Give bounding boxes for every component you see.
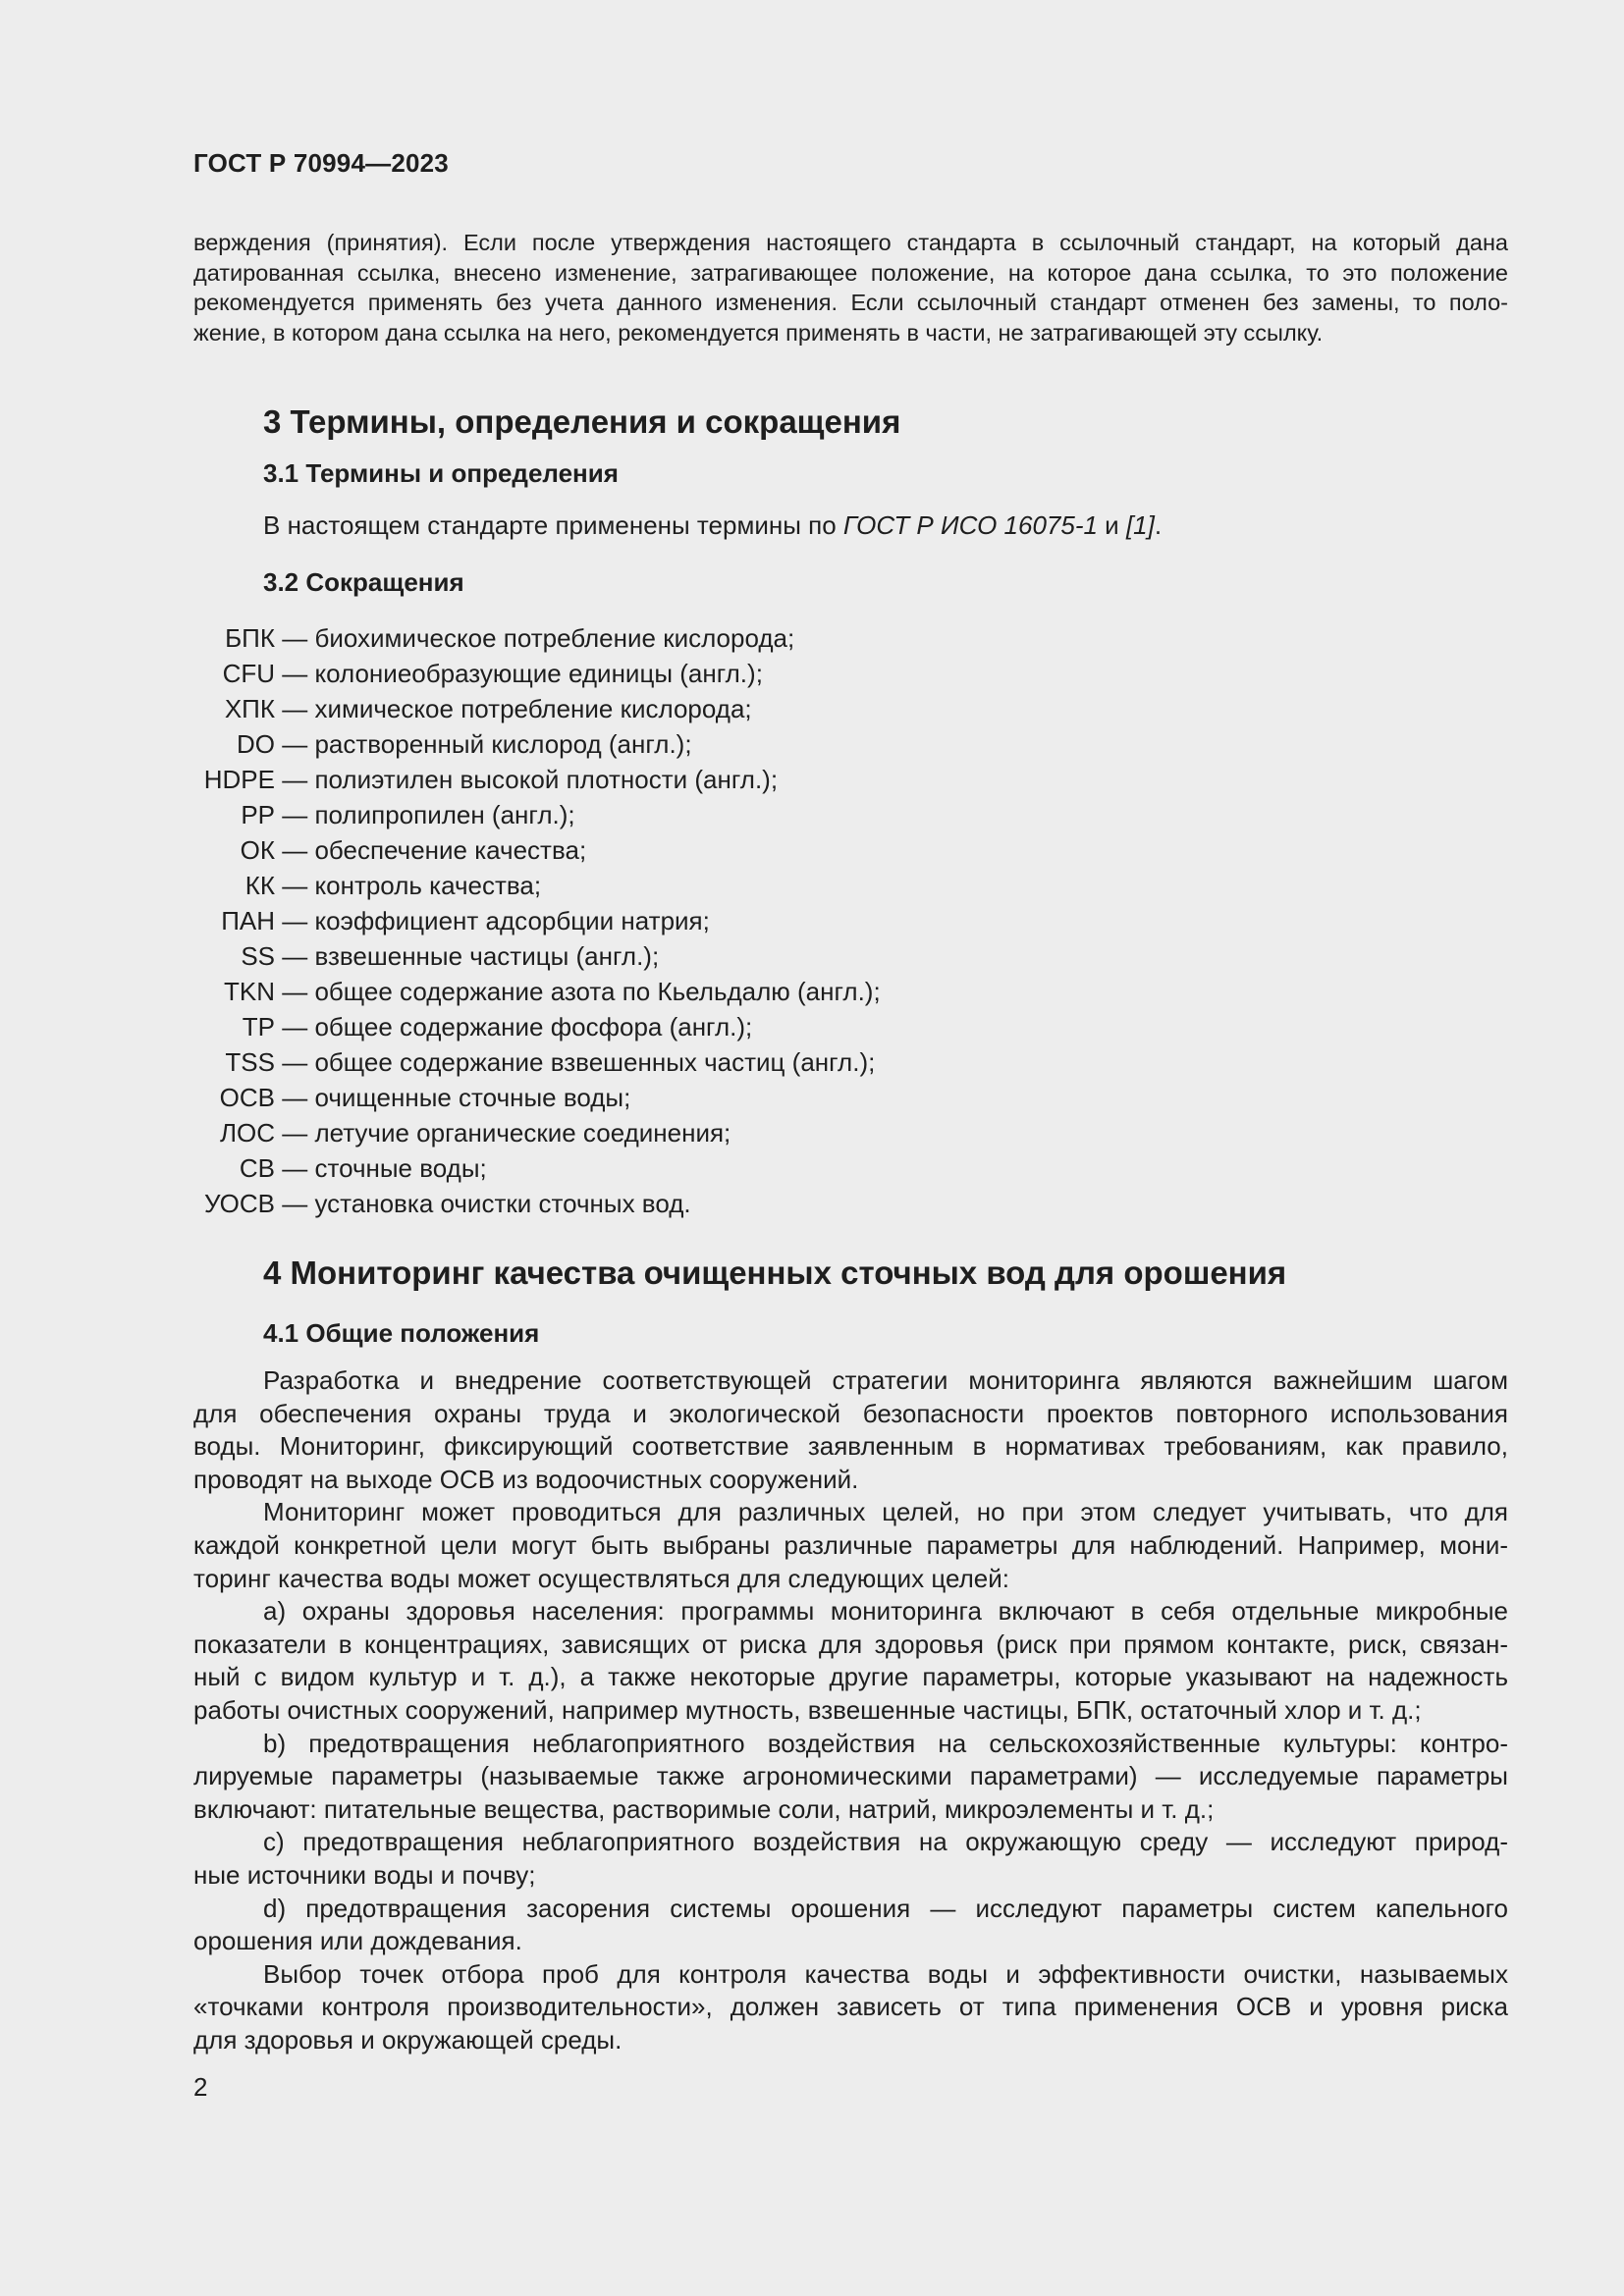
text-line: включают: питательные вещества, растворимые соли, натрий, микроэлементы и т. д.; — [193, 1793, 1215, 1824]
subsection-3-2-heading: 3.2 Сокращения — [263, 567, 464, 597]
em-dash: — — [275, 694, 315, 723]
abbreviation-definition: обеспечение качества; — [314, 835, 587, 865]
em-dash: — — [275, 1189, 315, 1218]
text-line: для обеспечения охраны труда и экологической безопасности проектов повторного использования — [193, 1398, 1508, 1428]
abbreviation-definition: летучие органические соединения; — [314, 1118, 731, 1148]
abbreviation-definition: общее содержание взвешенных частиц (англ.); — [314, 1047, 876, 1077]
em-dash: — — [275, 1153, 315, 1183]
abbreviation-row — [147, 938, 881, 974]
terms-text: В настоящем стандарте применены термины по — [263, 510, 843, 540]
abbreviation-term: SS — [241, 941, 275, 971]
abbreviation-definition: сточные воды; — [314, 1153, 487, 1183]
text-line: c) предотвращения неблагоприятного воздействия на окружающую среду — исследуют природ- — [263, 1827, 1508, 1857]
terms-text-joiner: и — [1097, 510, 1126, 540]
abbreviation-term: КК — [244, 871, 275, 900]
em-dash: — — [275, 800, 315, 829]
em-dash: — — [275, 1083, 315, 1112]
text-line: ный с видом культур и т. д.), а также некоторые другие параметры, которые указывают на надежность — [193, 1662, 1508, 1692]
text-line: торинг качества воды может осуществляться для следующих целей: — [193, 1563, 1009, 1593]
text-line: ные источники воды и почву; — [193, 1859, 536, 1890]
abbreviation-definition: биохимическое потребление кислорода; — [314, 623, 795, 653]
text-line: b) предотвращения неблагоприятного воздействия на сельскохозяйственные культуры: контро- — [263, 1728, 1508, 1758]
text-line: верждения (принятия). Если после утверждения настоящего стандарта в ссылочный стандарт, на который дана — [193, 230, 1508, 255]
abbreviation-term: УОСВ — [204, 1189, 275, 1218]
abbreviation-term: CFU — [222, 659, 275, 688]
em-dash: — — [275, 871, 315, 900]
abbreviation-definition: химическое потребление кислорода; — [314, 694, 752, 723]
abbreviation-term: ОК — [240, 835, 275, 865]
abbreviation-row — [147, 974, 881, 1009]
text-line: Выбор точек отбора проб для контроля качества воды и эффективности очистки, называемых — [263, 1958, 1508, 1989]
em-dash: — — [275, 906, 315, 935]
abbreviation-definition: общее содержание фосфора (англ.); — [314, 1012, 753, 1041]
section-4-1-body — [193, 1364, 1508, 2056]
abbreviation-row — [147, 1009, 881, 1044]
abbreviation-row — [147, 832, 881, 868]
abbreviation-term: ПАН — [221, 906, 275, 935]
abbreviation-term: ОСВ — [219, 1083, 275, 1112]
abbreviation-row — [147, 620, 881, 656]
text-line: жение, в котором дана ссылка на него, рекомендуется применять в части, не затрагивающей эту ссылку. — [193, 319, 1324, 346]
abbreviation-definition: общее содержание азота по Кьельдалю (англ.); — [314, 977, 881, 1006]
abbreviation-term: TKN — [224, 977, 275, 1006]
terms-paragraph — [263, 510, 1162, 541]
text-line: работы очистных сооружений, например мутность, взвешенные частицы, БПК, остаточный хлор и т. д.; — [193, 1694, 1422, 1725]
abbreviation-term: TSS — [225, 1047, 275, 1077]
abbreviation-row — [147, 762, 881, 797]
abbreviation-definition: полиэтилен высокой плотности (англ.); — [314, 765, 779, 794]
text-line: показатели в концентрациях, зависящих от риска для здоровья (риск при прямом контакте, риск, связан- — [193, 1629, 1508, 1659]
abbreviation-definition: растворенный кислород (англ.); — [314, 729, 692, 759]
text-line: орошения или дождевания. — [193, 1926, 522, 1956]
abbreviation-row — [147, 1080, 881, 1115]
abbreviation-definition: очищенные сточные воды; — [314, 1083, 631, 1112]
em-dash: — — [275, 835, 315, 865]
abbreviation-row — [147, 691, 881, 726]
abbreviation-row — [147, 1044, 881, 1080]
abbreviation-definition: коэффициент адсорбции натрия; — [314, 906, 710, 935]
text-line: каждой конкретной цели могут быть выбраны различные параметры для наблюдений. Например, мони- — [193, 1529, 1508, 1560]
text-line: Разработка и внедрение соответствующей стратегии мониторинга являются важнейшим шагом — [263, 1365, 1508, 1395]
abbreviation-definition: полипропилен (англ.); — [314, 800, 575, 829]
text-line: воды. Мониторинг, фиксирующий соответствие заявленным в нормативах требованиям, как правило, — [193, 1431, 1508, 1462]
abbreviation-definition: колониеобразующие единицы (англ.); — [314, 659, 763, 688]
abbreviation-row — [147, 656, 881, 691]
abbreviation-term: HDPE — [203, 765, 275, 794]
text-line: «точками контроля производительности», должен зависеть от типа применения ОСВ и уровня риска — [193, 1992, 1508, 2022]
abbreviation-term: TP — [242, 1012, 275, 1041]
text-line: для здоровья и окружающей среды. — [193, 2024, 623, 2055]
em-dash: — — [275, 765, 315, 794]
abbreviation-row — [147, 1186, 881, 1221]
section-3-heading: 3 Термины, определения и сокращения — [263, 403, 901, 440]
em-dash: — — [275, 1012, 315, 1041]
text-line: d) предотвращения засорения системы орошения — исследуют параметры систем капельного — [263, 1893, 1508, 1923]
em-dash: — — [275, 1047, 315, 1077]
em-dash: — — [275, 623, 315, 653]
abbreviation-row — [147, 726, 881, 762]
text-line: лируемые параметры (называемые также агрономическими параметрами) — исследуемые параметры — [193, 1761, 1508, 1791]
page-number: 2 — [193, 2072, 208, 2102]
em-dash: — — [275, 1118, 315, 1148]
text-line: рекомендуется применять без учета данного изменения. Если ссылочный стандарт отменен без замены, то поло- — [193, 290, 1508, 315]
em-dash: — — [275, 659, 315, 688]
em-dash: — — [275, 941, 315, 971]
text-line: a) охраны здоровья населения: программы мониторинга включают в себя отдельные микробные — [263, 1596, 1508, 1627]
abbreviation-term: DO — [237, 729, 275, 759]
subsection-3-1-heading: 3.1 Термины и определения — [263, 458, 619, 488]
abbreviation-row — [147, 797, 881, 832]
abbreviation-row — [147, 1150, 881, 1186]
subsection-4-1-heading: 4.1 Общие положения — [263, 1318, 540, 1348]
abbreviation-term: PP — [241, 800, 275, 829]
abbreviation-definition: установка очистки сточных вод. — [314, 1189, 691, 1218]
standard-reference: ГОСТ Р ИСО 16075-1 — [842, 510, 1098, 540]
abbreviation-row — [147, 868, 881, 903]
section-4-heading: 4 Мониторинг качества очищенных сточных вод для орошения — [263, 1255, 1287, 1291]
text-line: проводят на выходе ОСВ из водоочистных сооружений. — [193, 1464, 859, 1494]
abbreviation-row — [147, 903, 881, 938]
text-line: Мониторинг может проводиться для различных целей, но при этом следует учитывать, что для — [263, 1497, 1508, 1527]
abbreviation-term: ХПК — [224, 694, 275, 723]
bibliography-reference: [1] — [1125, 510, 1155, 540]
em-dash: — — [275, 729, 315, 759]
text-line: датированная ссылка, внесено изменение, затрагивающее положение, на которое дана ссылка, то это положение — [193, 259, 1508, 286]
abbreviation-term: БПК — [225, 623, 275, 653]
continuation-paragraph — [193, 228, 1508, 347]
em-dash: — — [275, 977, 315, 1006]
abbreviation-definition: взвешенные частицы (англ.); — [314, 941, 660, 971]
document-code-header: ГОСТ Р 70994—2023 — [193, 148, 449, 178]
abbreviation-row — [147, 1115, 881, 1150]
abbreviation-definition: контроль качества; — [314, 871, 542, 900]
terms-text-end: . — [1154, 510, 1163, 540]
abbreviation-term: ЛОС — [219, 1118, 275, 1148]
abbreviation-term: СВ — [239, 1153, 275, 1183]
abbreviation-list — [147, 620, 881, 1221]
